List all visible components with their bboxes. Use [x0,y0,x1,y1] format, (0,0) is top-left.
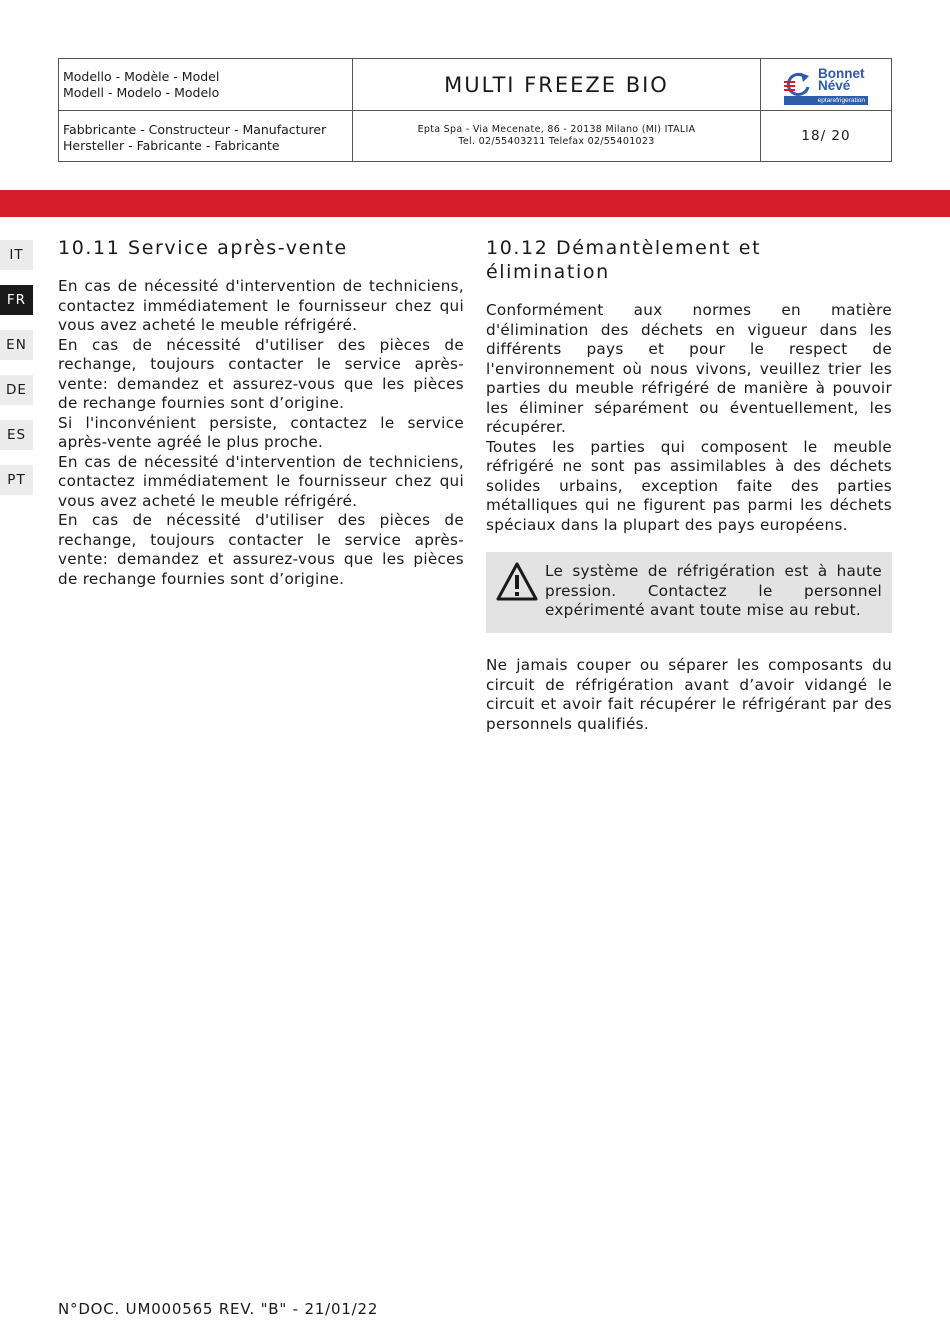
lang-tab-es[interactable]: ES [0,420,33,450]
lang-tab-fr[interactable]: FR [0,285,33,315]
address-line1: Epta Spa - Via Mecenate, 86 - 20138 Milano (MI) ITALIA [417,124,696,135]
logo-text-line1: Bonnet [818,65,865,81]
lang-tab-de[interactable]: DE [0,375,33,405]
page-number: 18/ 20 [801,128,851,144]
warning-text: Le système de réfrigération est à haute pression. Contactez le personnel expérimenté avant toute mise au rebut. [545,562,882,619]
warning-box [486,552,892,633]
logo-text-line2: Névé [818,77,851,93]
paragraph: En cas de nécessité d'intervention de techniciens, contactez immédiatement le fournisseur chez qui vous avez acheté le meuble réfrigéré. [58,452,464,510]
manufacturer-label-line1: Fabbricante - Constructeur - Manufacturer [63,122,327,137]
manufacturer-label-line2: Hersteller - Fabricante - Fabricante [63,138,280,153]
bonnet-neve-logo-icon [784,65,868,105]
section-disposal [486,236,892,734]
red-divider-band [0,190,950,217]
logo-arrow-icon [784,71,812,99]
paragraph: En cas de nécessité d'utiliser des pièces de rechange, toujours contacter le service après-vente: demandez et assurez-vous que les pièces de rechange fournies sont d’origine. [58,511,464,588]
document-reference: N°DOC. UM000565 REV. "B" - 21/01/22 [58,1300,379,1318]
paragraph: Toutes les parties qui composent le meuble réfrigéré ne sont pas assimilables à des déchets solides urbains, exception faite des parties métalliques qui ne figurent pas parmi les déchets spéciaux dans la plupart des pays européens. [486,437,892,534]
model-label-line1: Modello - Modèle - Model [63,69,220,84]
document-header [58,58,892,162]
warning-triangle-icon [496,562,538,602]
lang-tab-it[interactable]: IT [0,240,33,270]
paragraph: Si l'inconvénient persiste, contactez le service après-vente agréé le plus proche. [58,413,464,451]
manufacturer-address [353,111,761,161]
model-name: MULTI FREEZE BIO [353,59,761,111]
closing-paragraph: Ne jamais couper ou séparer les composants du circuit de réfrigération avant d’avoir vidangé le circuit et avoir fait récupérer le réfrigérant par des personnels qualifiés. [486,656,892,733]
model-label-cell [59,59,353,111]
manufacturer-label-cell [59,111,353,161]
address-line2: Tel. 02/55403211 Telefax 02/55401023 [458,136,655,147]
section-heading-service: 10.11 Service après-vente [58,237,348,259]
section-service [58,236,464,589]
paragraph: En cas de nécessité d'utiliser des pièces de rechange, toujours contacter le service après-vente: demandez et assurez-vous que les pièces de rechange fournies sont d’origine. [58,335,464,412]
paragraph: Conformément aux normes en matière d'élimination des déchets en vigueur dans les différents pays et pour le respect de l'environnement où nous vivons, veuillez trier les parties du meuble réfrigéré de manière à pouvoir les éliminer séparément ou éventuellement, les récupérer. [486,301,892,436]
lang-tab-en[interactable]: EN [0,330,33,360]
logo-band: eptarefrigeration [784,96,868,105]
model-label-line2: Modell - Modelo - Modelo [63,85,220,100]
lang-tab-pt[interactable]: PT [0,465,33,495]
paragraph: En cas de nécessité d'intervention de techniciens, contactez immédiatement le fournisseur chez qui vous avez acheté le meuble réfrigéré. [58,277,464,334]
logo-cell [761,59,891,111]
section-heading-disposal: 10.12 Démantèlement et élimination [486,237,762,283]
